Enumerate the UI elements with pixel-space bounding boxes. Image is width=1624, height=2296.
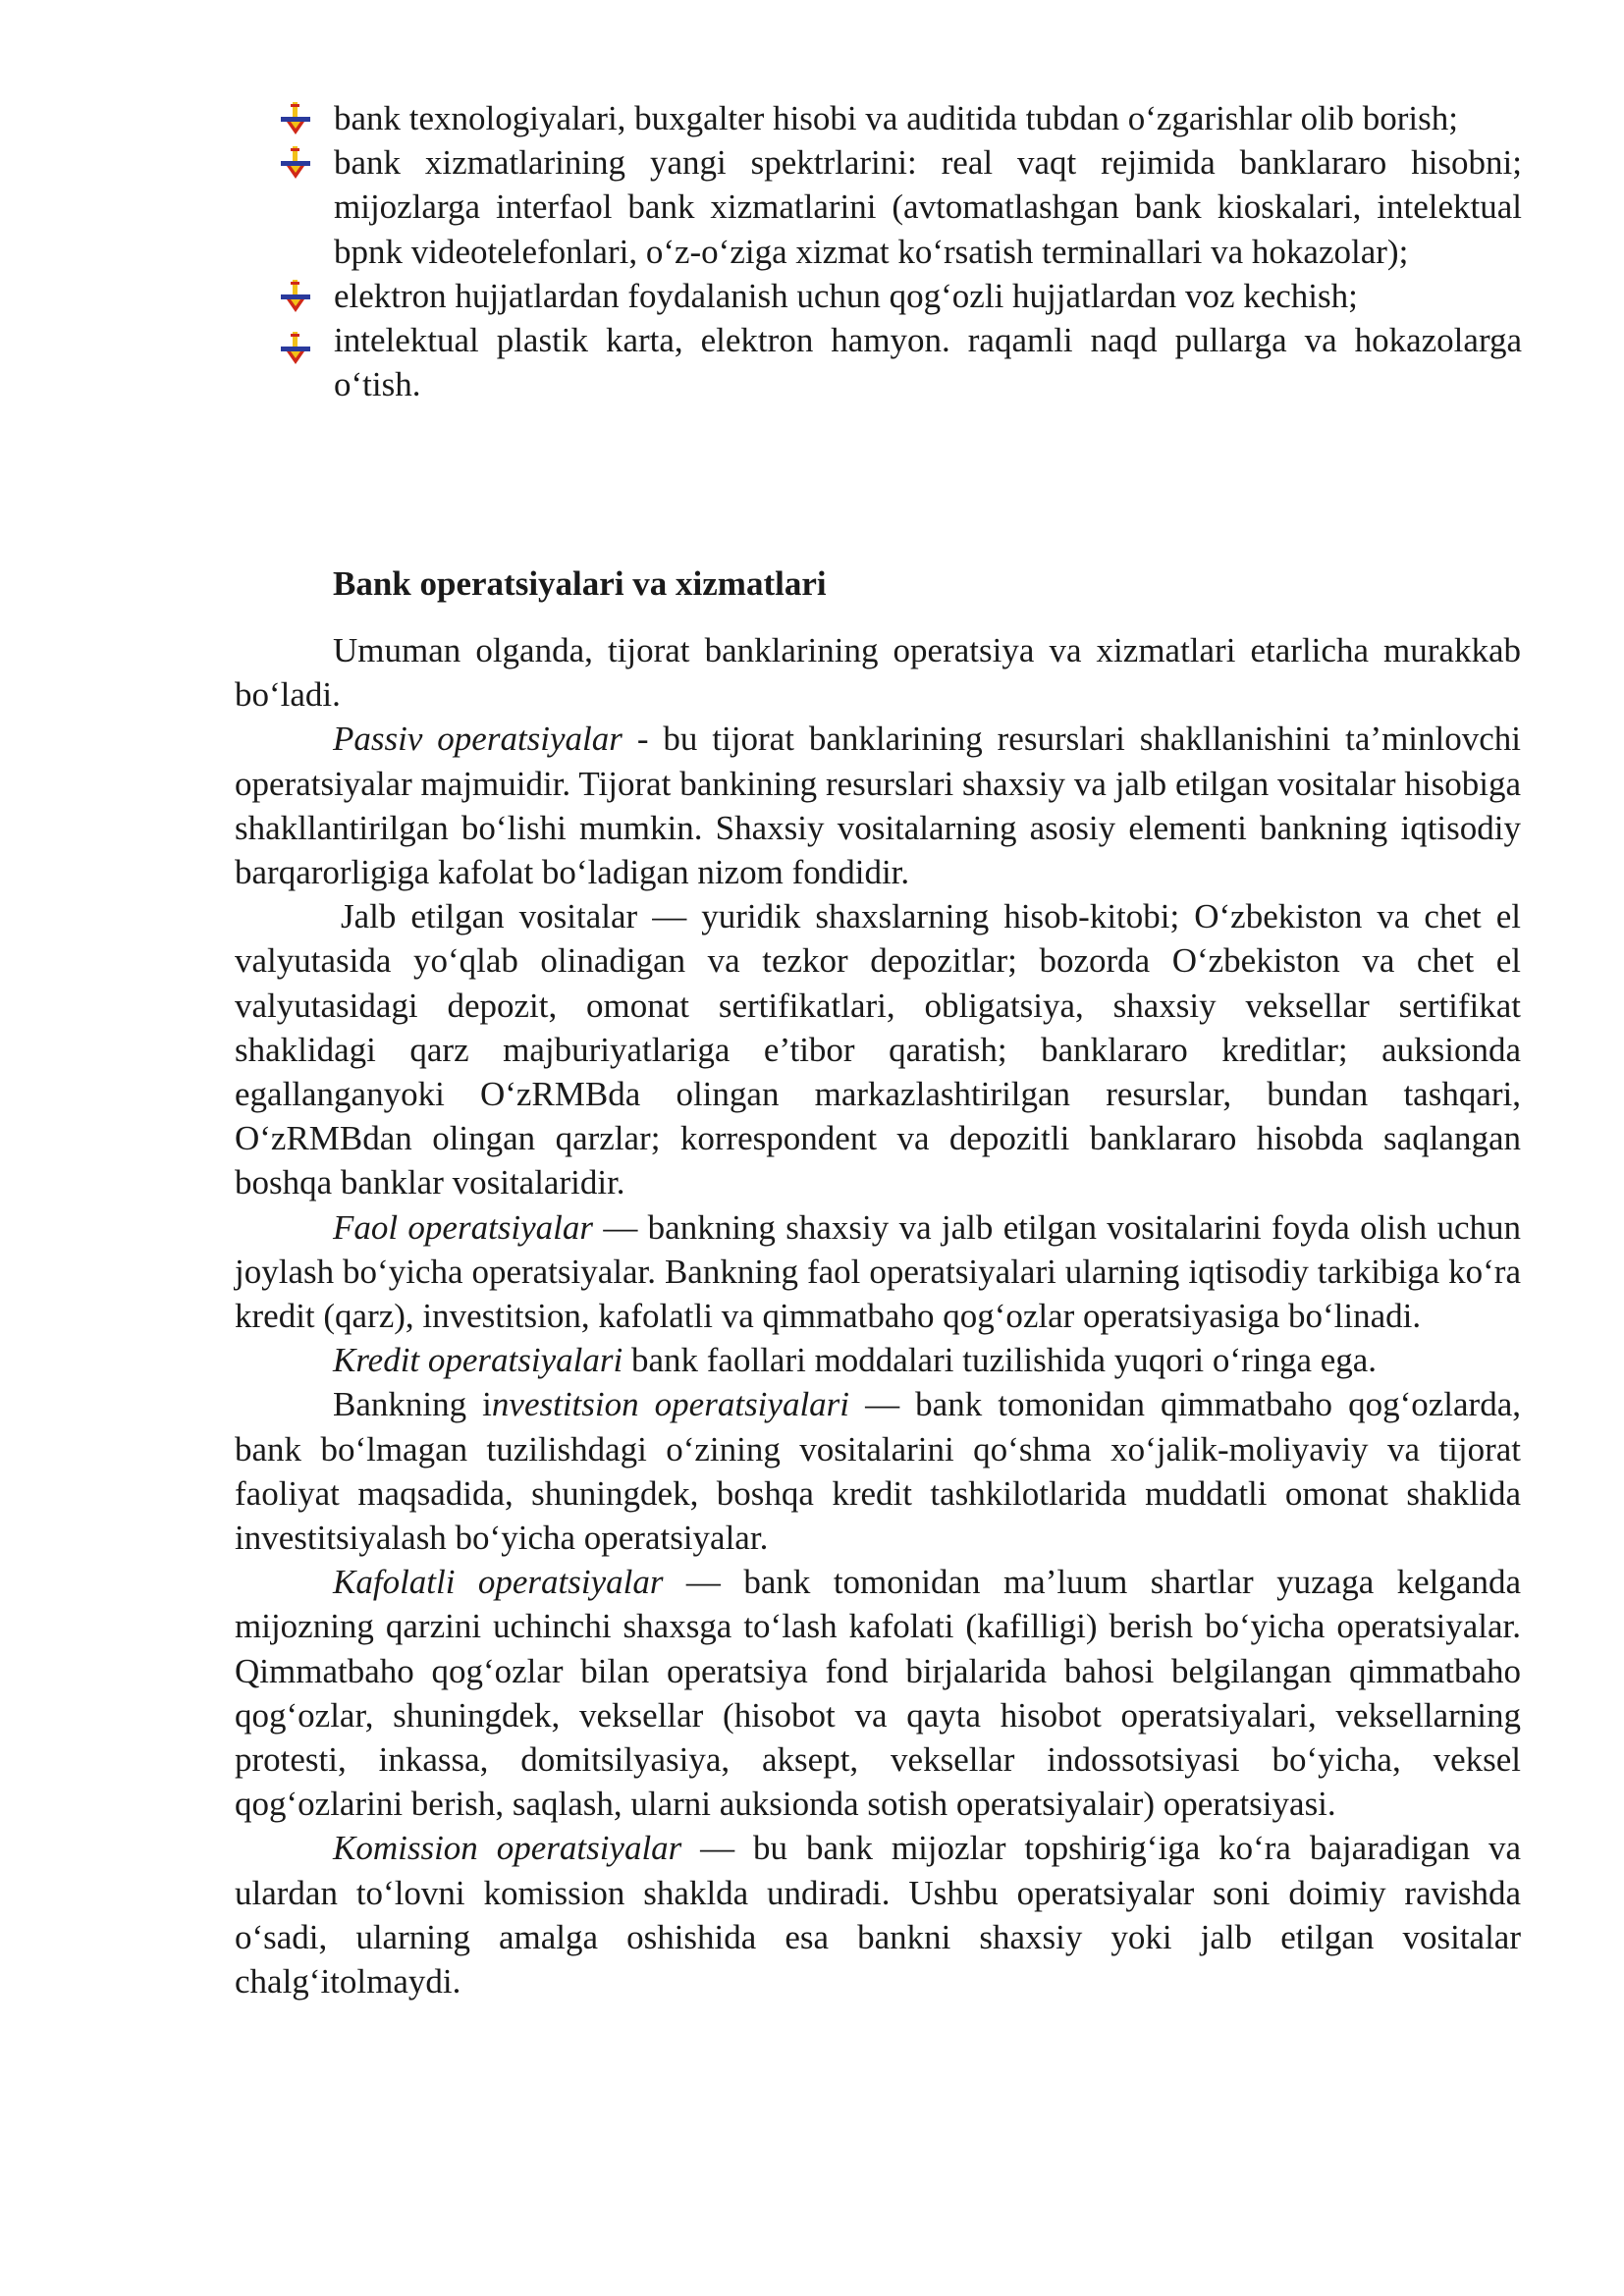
bullet-text: bank xizmatlarining yangi spektrlarini: real vaqt rejimida banklararo hisobni; mijozlarga interfaol bank xizmatlarini (avtomatlashgan bank kioskalari, intelektual bpnk videotelefonlari, o‘z-o‘ziga xizmat ko‘rsatish terminallari va hokazolar); [334, 143, 1522, 271]
term-guarantee: Kafolatli operatsiyalar [333, 1563, 664, 1602]
stacked-arrow-bullet-icon [281, 280, 310, 313]
paragraph-guarantee: Kafolatli operatsiyalar — bank tomonidan ma’luum shartlar yuzaga kelganda mijozning qarzini uchinchi shaxsga to‘lash kafolati (kafilligi) berish bo‘yicha operatsiyalar. Qimmatbaho qog‘ozlar bilan operatsiya fond birjalarida bahosi belgilangan qimmatbaho qog‘ozlar, shuningdek, veksellar (hisobot va qayta hisobot operatsiyalari, veksellarning protesti, inkassa, domitsilyasiya, aksept, veksellar indossotsiyasi bo‘yicha, veksel qog‘ozlarini berish, saqlash, ularni auksionda sotish operatsiyalair) operatsiyasi. [235, 1563, 1521, 1824]
bullet-item [281, 96, 1522, 140]
paragraph-active: Faol operatsiyalar — bankning shaxsiy va jalb etilgan vositalarini foyda olish uchun joylash bo‘yicha operatsiyalar. Bankning faol operatsiyalari ularning iqtisodiy tarkibiga ko‘ra kredit (qarz), investitsion, kafolatli va qimmatbaho qog‘ozlar operatsiyasiga bo‘linadi. [235, 1207, 1521, 1336]
bullet-item [281, 318, 1522, 406]
bullet-text: intelektual plastik karta, elektron hamyon. raqamli naqd pullarga va hokazolarga o‘tish. [334, 321, 1522, 404]
paragraph-intro: Umuman olganda, tijorat banklarining operatsiya va xizmatlari etarlicha murakkab bo‘ladi. [235, 631, 1521, 715]
term-investment: nvestitsion operatsiyalari [491, 1385, 850, 1424]
paragraph-commission: Komission operatsiyalar — bu bank mijozlar topshirig‘iga ko‘ra bajaradigan va ulardan to‘lovni komission shaklda undiradi. Ushbu operatsiyalar soni doimiy ravishda o‘sadi, ularning amalga oshishida esa bankni shaxsiy yoki jalb etilgan vositalar chalg‘itolmaydi. [235, 1829, 1521, 2002]
term-commission: Komission operatsiyalar [333, 1829, 682, 1868]
term-active: Faol operatsiyalar [333, 1207, 594, 1247]
term-credit: Kredit operatsiyalari [333, 1341, 623, 1380]
body-text [235, 628, 1521, 2003]
bullet-item [281, 140, 1522, 274]
bullet-item [281, 274, 1522, 318]
stacked-arrow-bullet-icon [281, 102, 310, 135]
paragraph-attracted-funds: Jalb etilgan vositalar — yuridik shaxslarning hisob-kitobi; O‘zbekiston va chet el valyutasida yo‘qlab olinadigan va tezkor depozitlar; bozorda O‘zbekiston va chet el valyutasidagi depozit, omonat sertifikatlari, obligatsiya, shaxsiy veksellar sertifikat shaklidagi qarz majburiyatlariga e’tibor qaratish; banklararo kreditlar; auksionda egallanganyoki O‘zRMBda olingan markazlashtirilgan resurslar, bundan tashqari, O‘zRMBdan olingan qarzlar; korrespondent va depozitli banklararo hisobda saqlangan boshqa banklar vositalaridir. [235, 897, 1521, 1202]
stacked-arrow-bullet-icon [281, 146, 310, 180]
bullet-list [281, 96, 1522, 406]
bullet-text: elektron hujjatlardan foydalanish uchun qog‘ozli hujjatlardan voz kechish; [334, 276, 1358, 315]
paragraph-passive: Passiv operatsiyalar - bu tijorat banklarining resurslari shakllanishini ta’minlovchi operatsiyalar majmuidir. Tijorat bankining resurslari shaxsiy va jalb etilgan vositalar hisobiga shakllantirilgan bo‘lishi mumkin. Shaxsiy vositalarning asosiy elementi bankning iqtisodiy barqarorligiga kafolat bo‘ladigan nizom fondidir. [235, 720, 1521, 892]
paragraph-investment: Bankning investitsion operatsiyalari — bank tomonidan qimmatbaho qog‘ozlarda, bank bo‘lmagan tuzilishdagi o‘zining vositalarini qo‘shma xo‘jalik-moliyaviy va tijorat faoliyat maqsadida, shuningdek, boshqa kredit tashkilotlarida muddatli omonat shaklida investitsiyalash bo‘yicha operatsiyalar. [235, 1385, 1521, 1558]
section-heading: Bank operatsiyalari va xizmatlari [333, 564, 827, 603]
paragraph-credit: Kredit operatsiyalari bank faollari moddalari tuzilishida yuqori o‘ringa ega. [333, 1341, 1378, 1380]
stacked-arrow-bullet-icon [281, 332, 310, 365]
term-passive: Passiv operatsiyalar [333, 720, 623, 759]
bullet-text: bank texnologiyalari, buxgalter hisobi va auditida tubdan o‘zgarishlar olib borish; [334, 99, 1459, 137]
